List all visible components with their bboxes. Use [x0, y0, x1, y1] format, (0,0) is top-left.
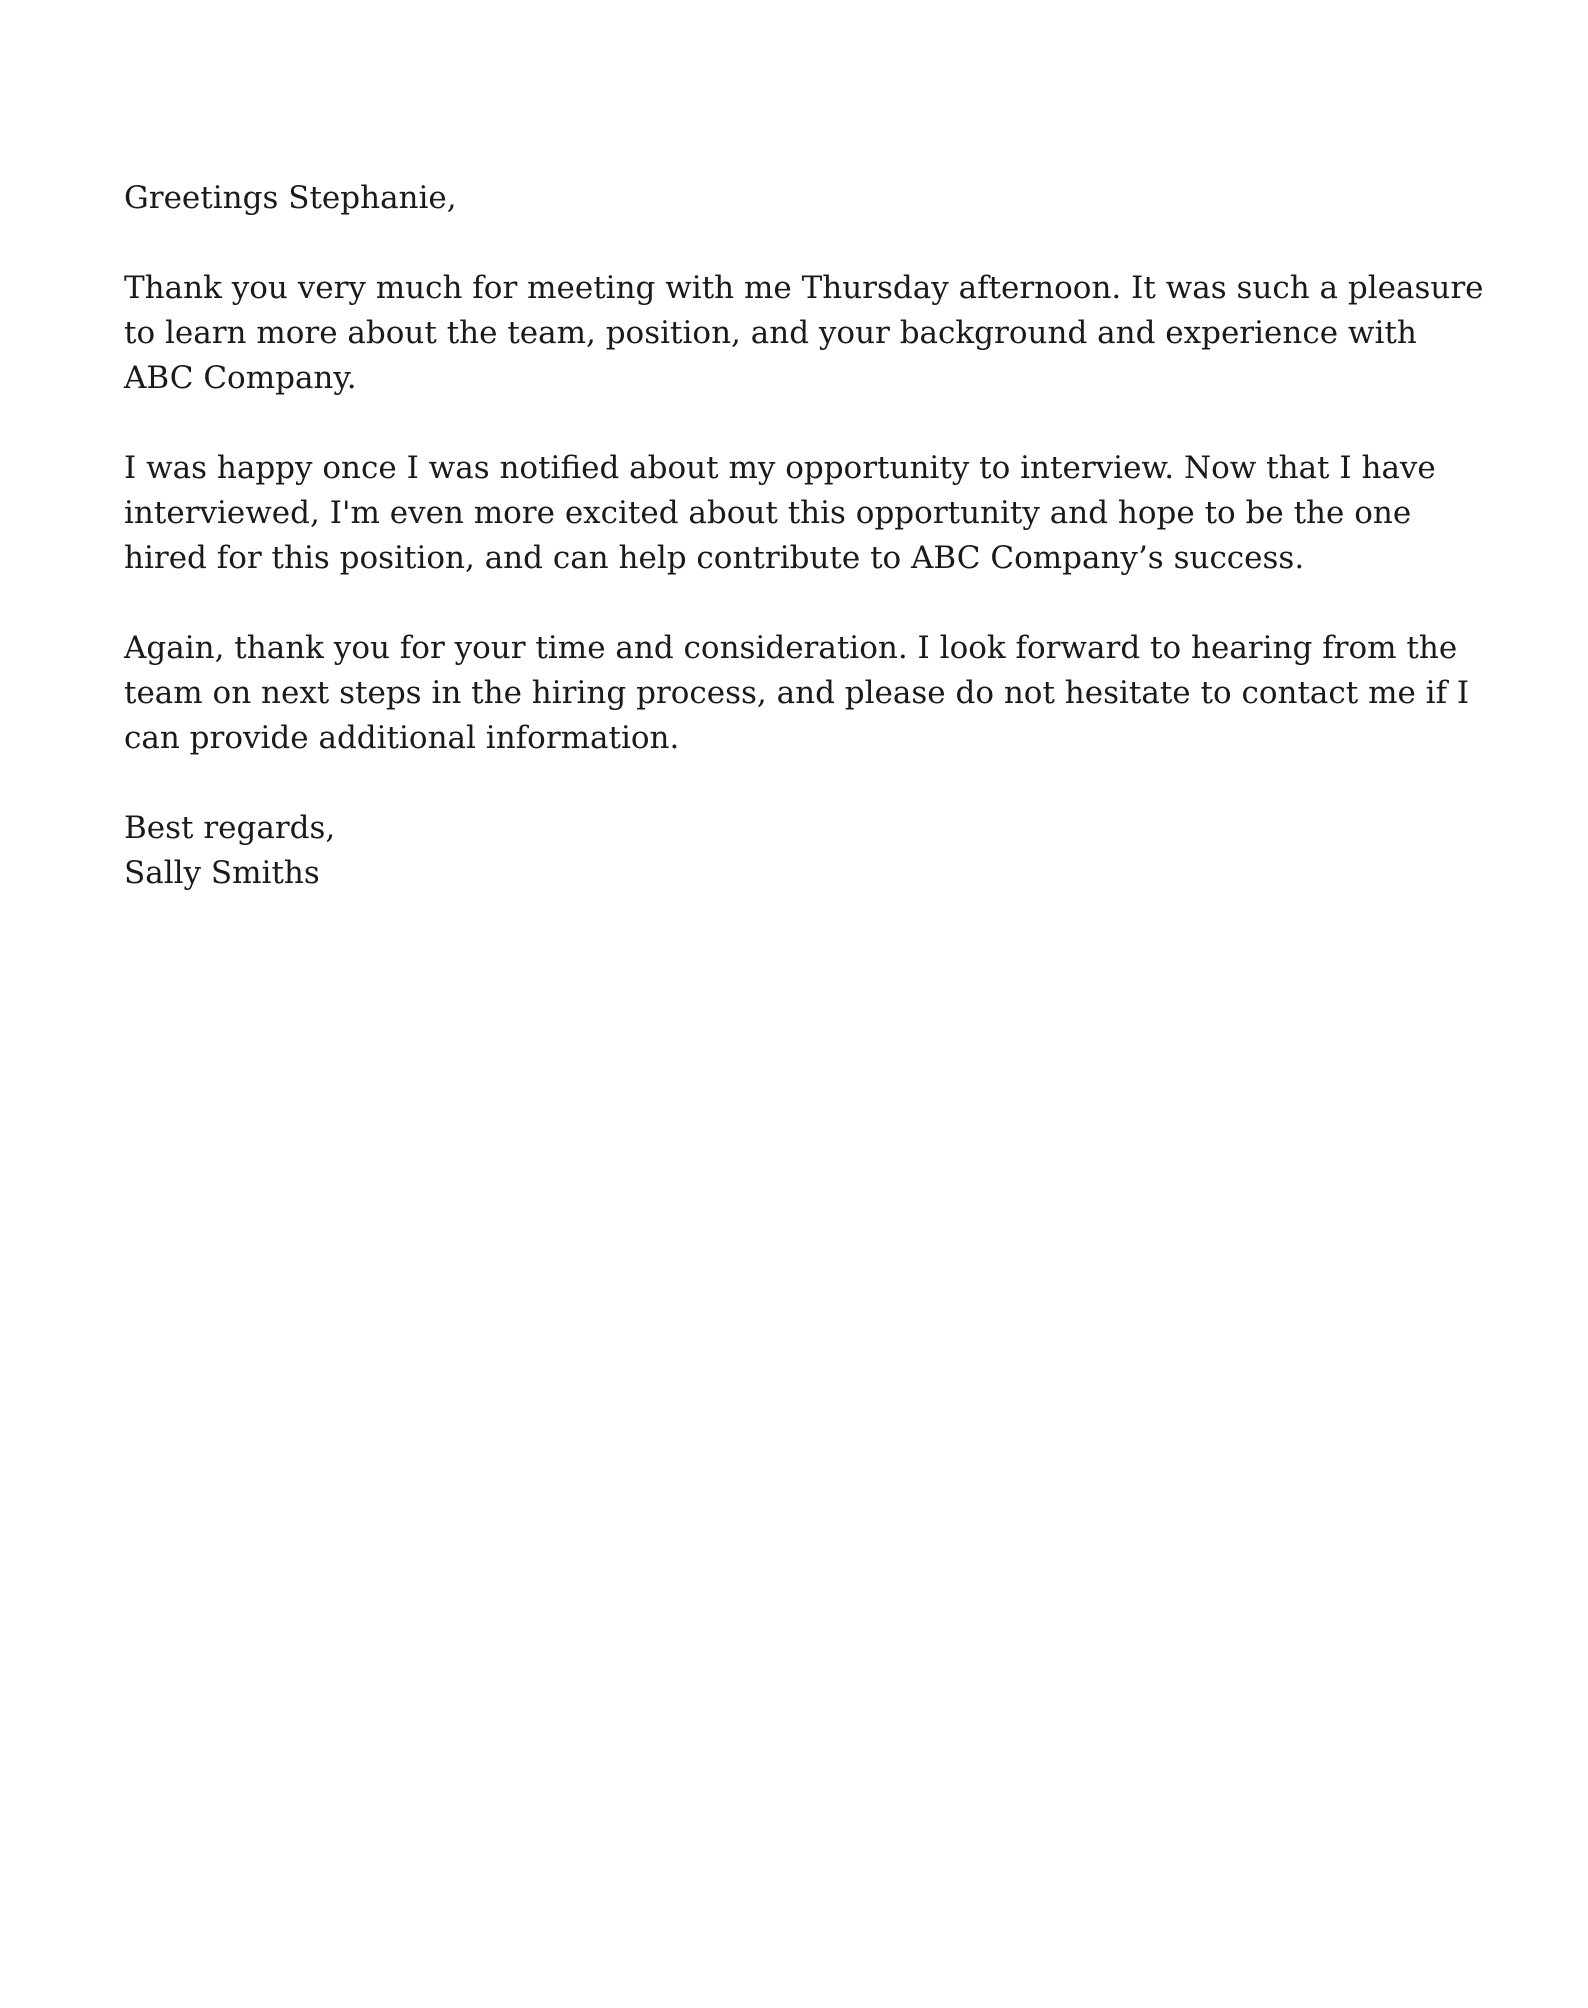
letter-body [124, 176, 1484, 896]
letter-closing: Best regards, [124, 810, 336, 846]
letter-paragraph-2: I was happy once I was notified about my opportunity to interview. Now that I have interviewed, I'm even more excited about this opportunity and hope to be the one hired for this position, and can help contribute to ABC Company’s success. [124, 450, 1436, 576]
letter-signature: Sally Smiths [124, 855, 320, 891]
letter-paragraph-3: Again, thank you for your time and consideration. I look forward to hearing from the team on next steps in the hiring process, and please do not hesitate to contact me if I can provide additional information. [124, 630, 1470, 756]
letter-greeting: Greetings Stephanie, [124, 180, 457, 216]
letter-paragraph-1: Thank you very much for meeting with me Thursday afternoon. It was such a pleasure to learn more about the team, position, and your background and experience with ABC Company. [124, 270, 1484, 396]
